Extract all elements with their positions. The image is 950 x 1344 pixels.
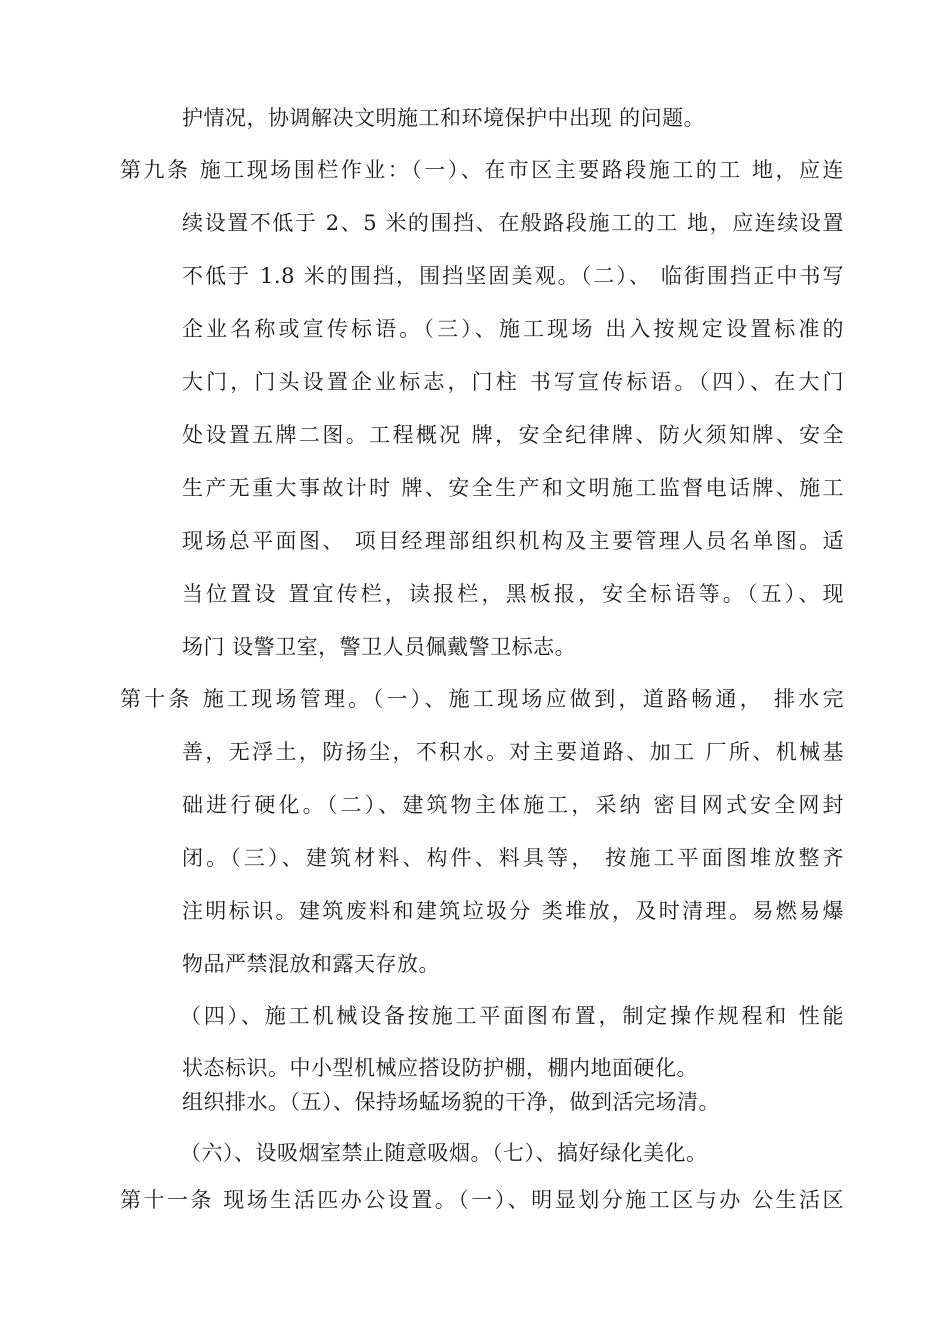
article-9-heading-line: 第九条 施工现场围栏作业：（一）、在市区主要路段施工的工 地，应连 <box>120 158 844 182</box>
paragraph-line: （六）、设吸烟室禁止随意吸烟。（七）、搞好绿化美化。 <box>180 1141 708 1165</box>
paragraph-line: 企业名称或宣传标语。（三）、施工现场 出入按规定设置标准的 <box>182 317 844 341</box>
paragraph-line: 善，无浮土，防扬尘，不积水。对主要道路、加工 厂所、机械基 <box>182 740 844 764</box>
paragraph-line: 不低于 1.8 米的围挡，围挡坚固美观。（二）、 临街围挡正中书写 <box>182 264 844 288</box>
paragraph-line: （四）、施工机械设备按施工平面图布置，制定操作规程和 性能 <box>180 1004 844 1028</box>
paragraph-line: 大门，门头设置企业标志，门柱 书写宣传标语。（四）、在大门 <box>182 370 844 394</box>
paragraph-line: 物品严禁混放和露天存放。 <box>182 952 440 976</box>
paragraph-line: 当位置设 置宜传栏，读报栏，黑板报，安全标语等。（五）、现 <box>182 582 844 606</box>
article-10-heading-line: 第十条 施工现场管理。（一）、施工现场应做到，道路畅通， 排水完 <box>120 687 844 711</box>
paragraph-line: 续设置不低于 2、5 米的围挡、在般路段施工的工 地，应连续设置 <box>182 211 844 235</box>
paragraph-line: 场门 设警卫室，警卫人员佩戴警卫标志。 <box>182 635 577 659</box>
paragraph-line: 状态标识。中小型机械应搭设防护棚，棚内地面硬化。 <box>182 1056 698 1080</box>
paragraph-line: 处设置五牌二图。工程概况 牌，安全纪律牌、防火须知牌、安全 <box>182 423 844 447</box>
paragraph-line: 生产无重大事故计时 牌、安全生产和文明施工监督电话牌、施工 <box>182 476 844 500</box>
paragraph-line: 础进行硬化。（二）、建筑物主体施工，采纳 密目网式安全网封 <box>182 793 844 817</box>
paragraph-line: 现场总平面图、 项目经理部组织机构及主要管理人员名单图。适 <box>182 529 844 553</box>
paragraph-line: 注明标识。建筑废料和建筑垃圾分 类堆放，及时清理。易燃易爆 <box>182 899 844 923</box>
paragraph-line: 组织排水。（五）、保持场蜢场貌的干净，做到活完场清。 <box>182 1090 720 1114</box>
paragraph-line: 护情况，协调解决文明施工和环境保护中出现 的问题。 <box>182 106 706 130</box>
paragraph-line: 闭。（三）、建筑材料、构件、料具等， 按施工平面图堆放整齐 <box>182 846 844 870</box>
article-11-heading-line: 第十一条 现场生活匹办公设置。（一）、明显划分施工区与办 公生活区 <box>120 1188 844 1212</box>
